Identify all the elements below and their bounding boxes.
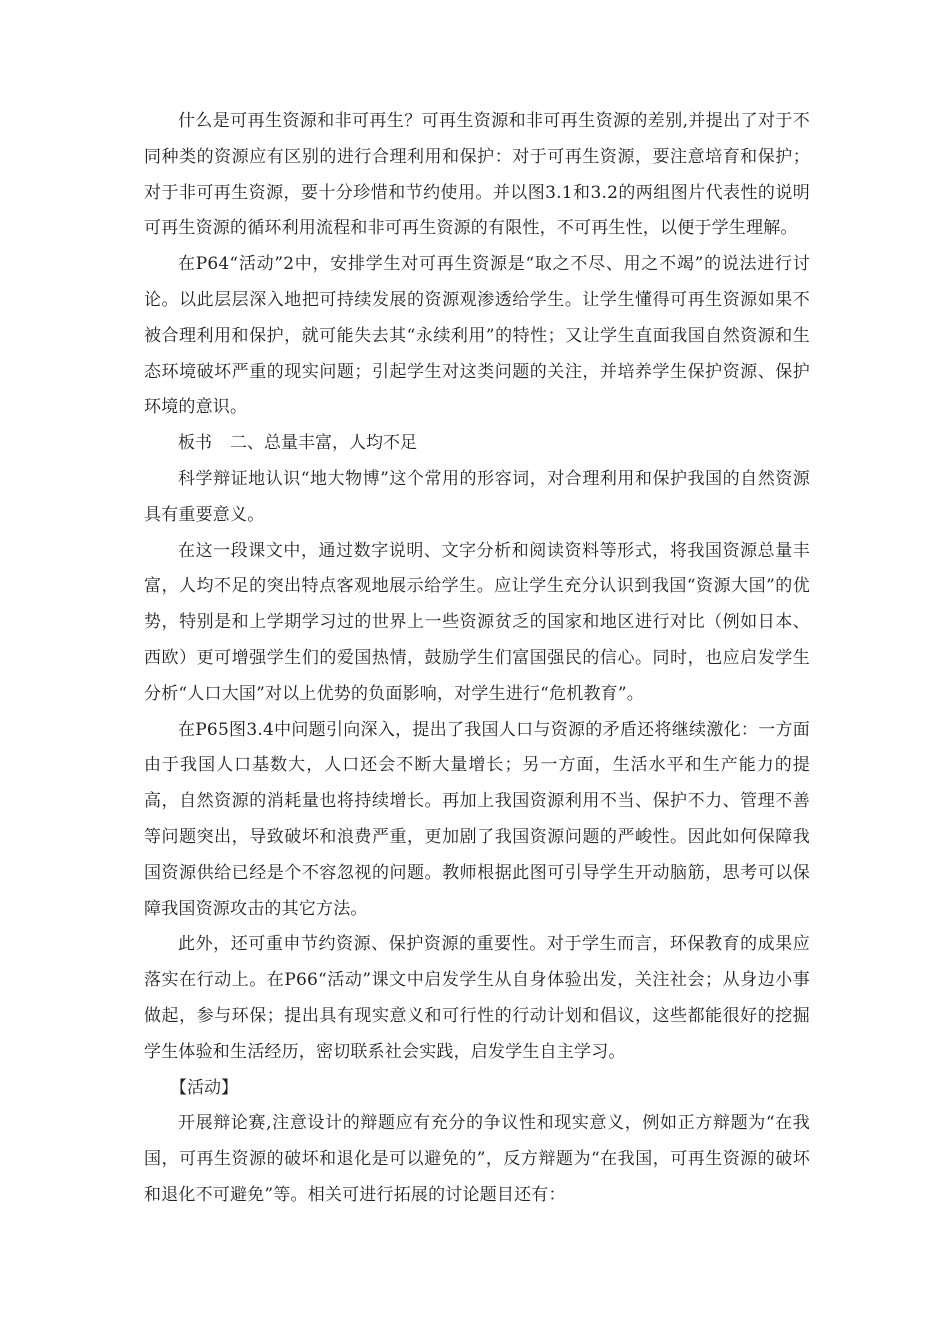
board-label: 板书 bbox=[178, 433, 212, 454]
paragraph-dida-wubo: 科学辩证地认识“地大物博”这个常用的形容词，对合理利用和保护我国的自然资源具有重要意义。 bbox=[144, 468, 810, 525]
activity-heading: 【活动】 bbox=[170, 1077, 238, 1098]
paragraph-activity-discussion: 在P64“活动”2中，安排学生对可再生资源是“取之不尽、用之不竭”的说法进行讨论。以此层层深入地把可持续发展的资源观渗透给学生。让学生懂得可再生资源如果不被合理利用和保护，就可能失去其“永续利用”的特性；又让学生直面我国自然资源和生态环境破坏严重的现实问题；引起学生对这类问题的关注，并培养学生保护资源、保护环境的意识。 bbox=[144, 254, 810, 418]
paragraph-debate: 开展辩论赛,注意设计的辩题应有充分的争议性和现实意义，例如正方辩题为“在我国，可再生资源的破坏和退化是可以避免的”，反方辩题为“在我国，可再生资源的破坏和退化不可避免”等。相关可进行拓展的讨论题目还有： bbox=[144, 1113, 810, 1205]
board-heading-text: 二、总量丰富，人均不足 bbox=[230, 433, 417, 454]
paragraph-environment-education: 此外，还可重申节约资源、保护资源的重要性。对于学生而言，环保教育的成果应落实在行动上。在P66“活动”课文中启发学生从自身体验出发，关注社会；从身边小事做起，参与环保；提出具有现实意义和可行性的行动计划和倡议，这些都能很好的挖掘学生体验和生活经历，密切联系社会实践，启发学生自主学习。 bbox=[144, 934, 810, 1062]
paragraph-resource-total: 在这一段课文中，通过数字说明、文字分析和阅读资料等形式，将我国资源总量丰富，人均不足的突出特点客观地展示给学生。应让学生充分认识到我国“资源大国”的优势，特别是和上学期学习过的世界上一些资源贫乏的国家和地区进行对比（例如日本、西欧）更可增强学生们的爱国热情，鼓励学生们富国强民的信心。同时，也应启发学生分析“人口大国”对以上优势的负面影响，对学生进行“危机教育”。 bbox=[144, 540, 810, 704]
paragraph-renewable-resources: 什么是可再生资源和非可再生？可再生资源和非可再生资源的差别,并提出了对于不同种类的资源应有区别的进行合理利用和保护：对于可再生资源，要注意培育和保护；对于非可再生资源，要十分珍惜和节约使用。并以图3.1和3.2的两组图片代表性的说明可再生资源的循环利用流程和非可再生资源的有限性，不可再生性，以便于学生理解。 bbox=[144, 111, 810, 239]
paragraph-population-resource: 在P65图3.4中问题引向深入，提出了我国人口与资源的矛盾还将继续激化：一方面由于我国人口基数大，人口还会不断大量增长；另一方面，生活水平和生产能力的提高，自然资源的消耗量也将持续增长。再加上我国资源利用不当、保护不力、管理不善等问题突出，导致破坏和浪费严重，更加剧了我国资源问题的严峻性。因此如何保障我国资源供给已经是个不容忽视的问题。教师根据此图可引导学生开动脑筋，思考可以保障我国资源攻击的其它方法。 bbox=[144, 719, 810, 919]
board-heading bbox=[144, 426, 810, 462]
